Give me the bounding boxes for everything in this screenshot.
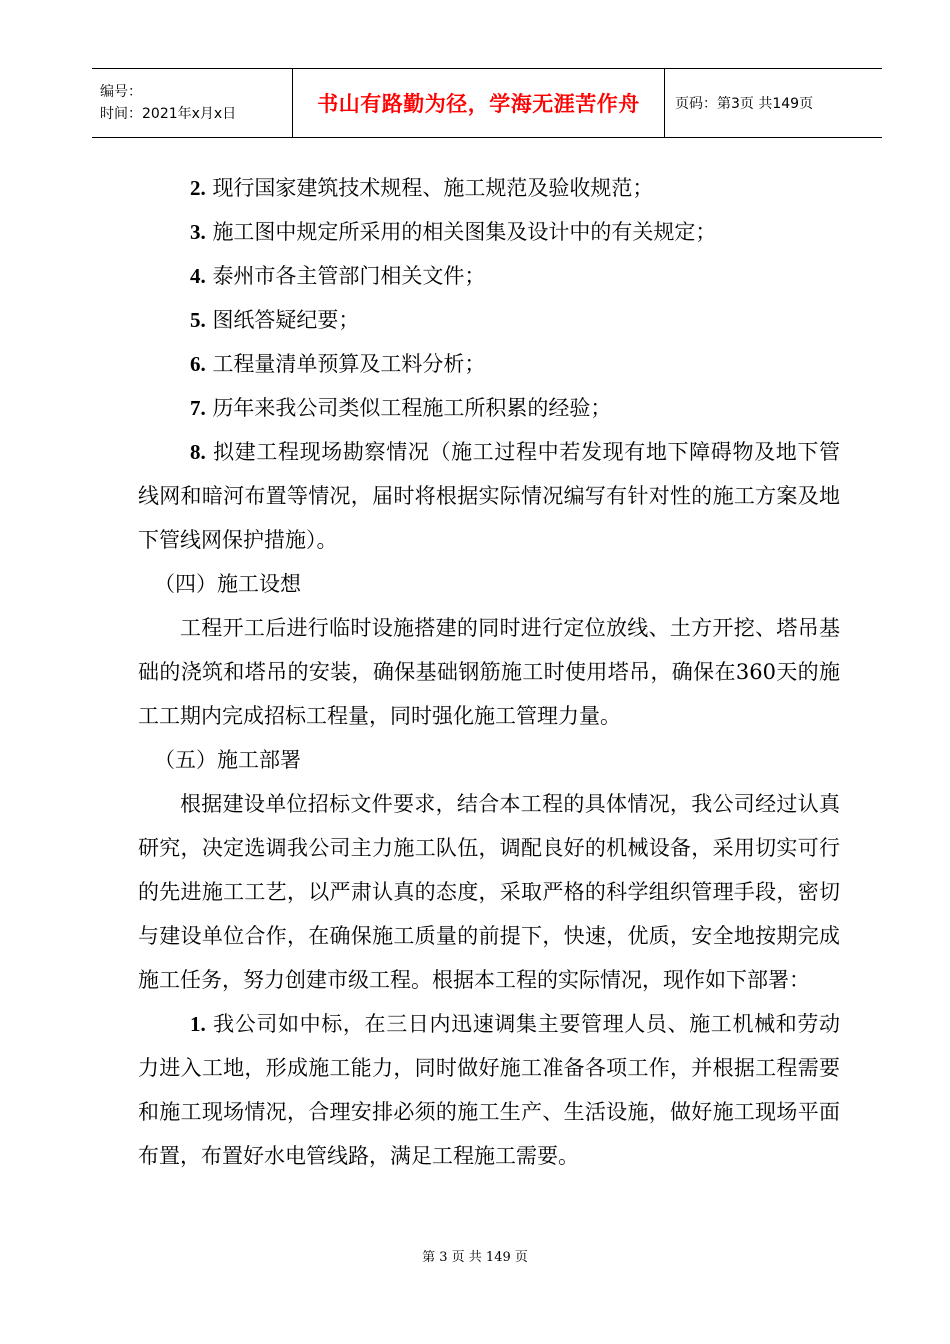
item-text: 工程量清单预算及工料分析； [212, 352, 486, 376]
page-header [92, 68, 882, 138]
item-text: 我公司如中标，在三日内迅速调集主要管理人员、施工机械和劳动力进入工地，形成施工能力，同时做好施工准备各项工作，并根据工程需要和施工现场情况，合理安排必须的施工生产、生活设施，做好施工现场平面布置，布置好水电管线路，满足工程施工需要。 [138, 1012, 840, 1168]
item-text: 施工图中规定所采用的相关图集及设计中的有关规定； [212, 220, 717, 244]
page-footer: 第 3 页 共 149 页 [422, 1250, 528, 1265]
list-item [138, 386, 840, 430]
header-motto: 书山有路勤为径，学海无涯苦作舟 [293, 69, 665, 137]
item-number: 8. [190, 440, 206, 464]
paragraph: 工程开工后进行临时设施搭建的同时进行定位放线、土方开挖、塔吊基础的浇筑和塔吊的安装，确保基础钢筋施工时使用塔吊，确保在360天的施工工期内完成招标工程量，同时强化施工管理力量。 [138, 616, 840, 728]
list-item [138, 166, 840, 210]
item-number: 4. [190, 264, 206, 288]
item-number: 5. [190, 308, 206, 332]
header-page-info: 页码：第3页 共149页 [675, 96, 814, 112]
list-item [138, 210, 840, 254]
item-text: 历年来我公司类似工程施工所积累的经验； [212, 396, 612, 420]
item-number: 3. [190, 220, 206, 244]
document-time-label: 时间：2021年x月x日 [100, 106, 237, 122]
item-text: 现行国家建筑技术规程、施工规范及验收规范； [212, 176, 654, 200]
list-item [138, 1002, 840, 1178]
item-text: 拟建工程现场勘察情况（施工过程中若发现有地下障碍物及地下管线网和暗河布置等情况，届时将根据实际情况编写有针对性的施工方案及地下管线网保护措施）。 [138, 440, 840, 552]
list-item [138, 430, 840, 562]
section-heading: （四）施工设想 [154, 572, 301, 596]
header-meta [92, 69, 293, 137]
document-body [138, 166, 840, 1178]
item-number: 6. [190, 352, 206, 376]
item-text: 图纸答疑纪要； [212, 308, 360, 332]
item-text: 泰州市各主管部门相关文件； [212, 264, 486, 288]
paragraph: 根据建设单位招标文件要求，结合本工程的具体情况，我公司经过认真研究，决定选调我公司主力施工队伍，调配良好的机械设备，采用切实可行的先进施工工艺，以严肃认真的态度，采取严格的科学组织管理手段，密切与建设单位合作，在确保施工质量的前提下，快速，优质，安全地按期完成施工任务，努力创建市级工程。根据本工程的实际情况，现作如下部署： [138, 792, 840, 992]
item-number: 2. [190, 176, 206, 200]
list-item [138, 298, 840, 342]
list-item [138, 342, 840, 386]
item-number: 1. [190, 1012, 206, 1036]
document-number-label: 编号： [100, 84, 142, 100]
item-number: 7. [190, 396, 206, 420]
list-item [138, 254, 840, 298]
section-heading: （五）施工部署 [154, 748, 301, 772]
